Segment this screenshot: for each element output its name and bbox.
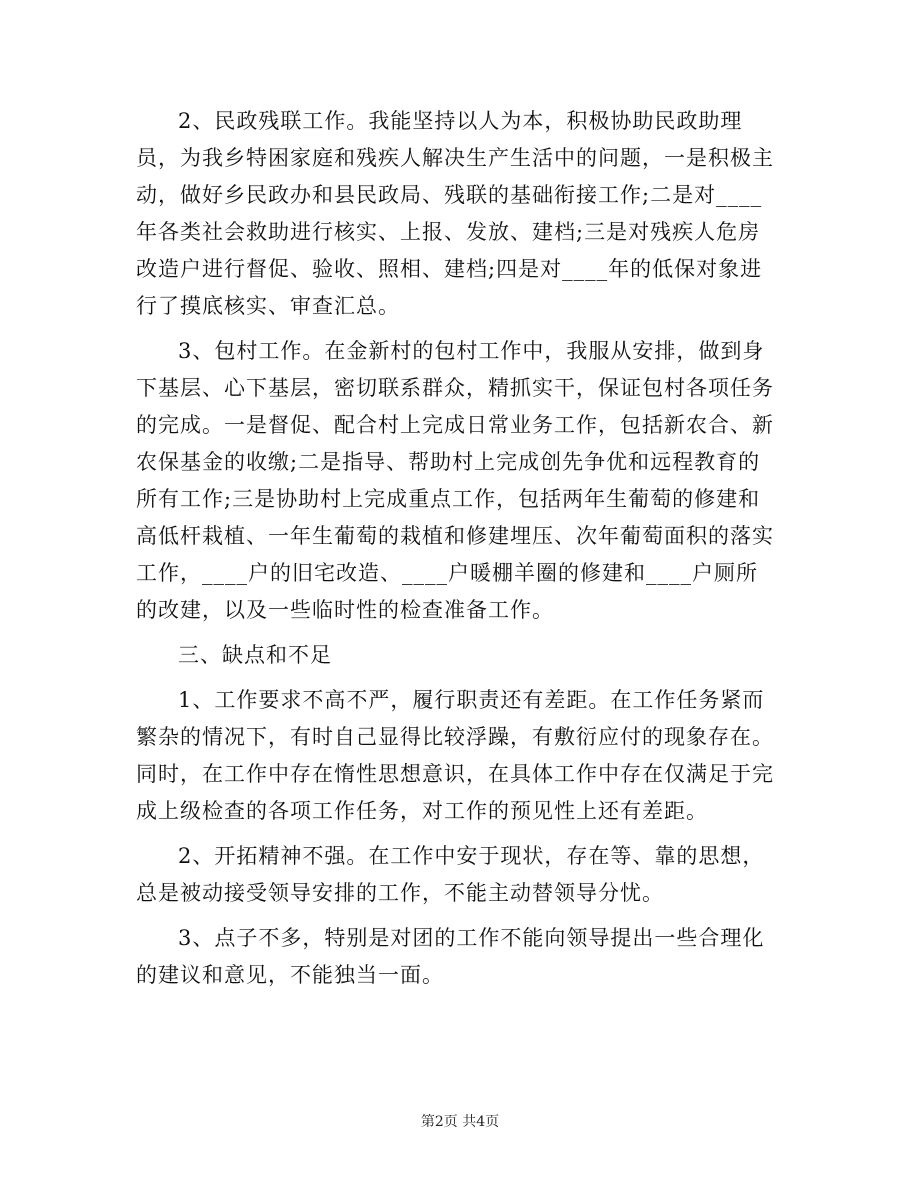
paragraph-civil-affairs: 2、民政残联工作。我能坚持以人为本，积极协助民政助理员，为我乡特困家庭和残疾人解决生产生活中的问题，一是积极主动，做好乡民政办和县民政局、残联的基础衔接工作;二是对____年各类社会救助进行核实、上报、发放、建档;三是对残疾人危房改造户进行督促、验收、照相、建档;四是对____年的低保对象进行了摸底核实、审查汇总。: [136, 109, 774, 318]
paragraph-village-work: 3、包村工作。在金新村的包村工作中，我服从安排，做到身下基层、心下基层，密切联系群众，精抓实干，保证包村各项任务的完成。一是督促、配合村上完成日常业务工作，包括新农合、新农保基金的收缴;二是指导、帮助村上完成创先争优和远程教育的所有工作;三是协助村上完成重点工作，包括两年生葡萄的修建和高低杆栽植、一年生葡萄的栽植和修建埋压、次年葡萄面积的落实工作，____户的旧宅改造、____户暖棚羊圈的修建和____户厕所的改建，以及一些临时性的检查准备工作。: [136, 339, 774, 622]
page-number-footer: 第2页 共4页: [420, 1114, 500, 1130]
shortcoming-item-1: 1、工作要求不高不严，履行职责还有差距。在工作任务紧而繁杂的情况下，有时自己显得比较浮躁，有敷衍应付的现象存在。同时，在工作中存在惰性思想意识，在具体工作中存在仅满足于完成上级检查的各项工作任务，对工作的预见性上还有差距。: [136, 688, 774, 823]
section-heading-shortcomings: 三、缺点和不足: [178, 643, 332, 667]
shortcoming-item-3: 3、点子不多，特别是对团的工作不能向领导提出一些合理化的建议和意见，不能独当一面。: [136, 926, 765, 987]
shortcoming-item-2: 2、开拓精神不强。在工作中安于现状，存在等、靠的思想，总是被动接受领导安排的工作，不能主动替领导分忧。: [136, 844, 765, 905]
document-body: [136, 103, 778, 1002]
